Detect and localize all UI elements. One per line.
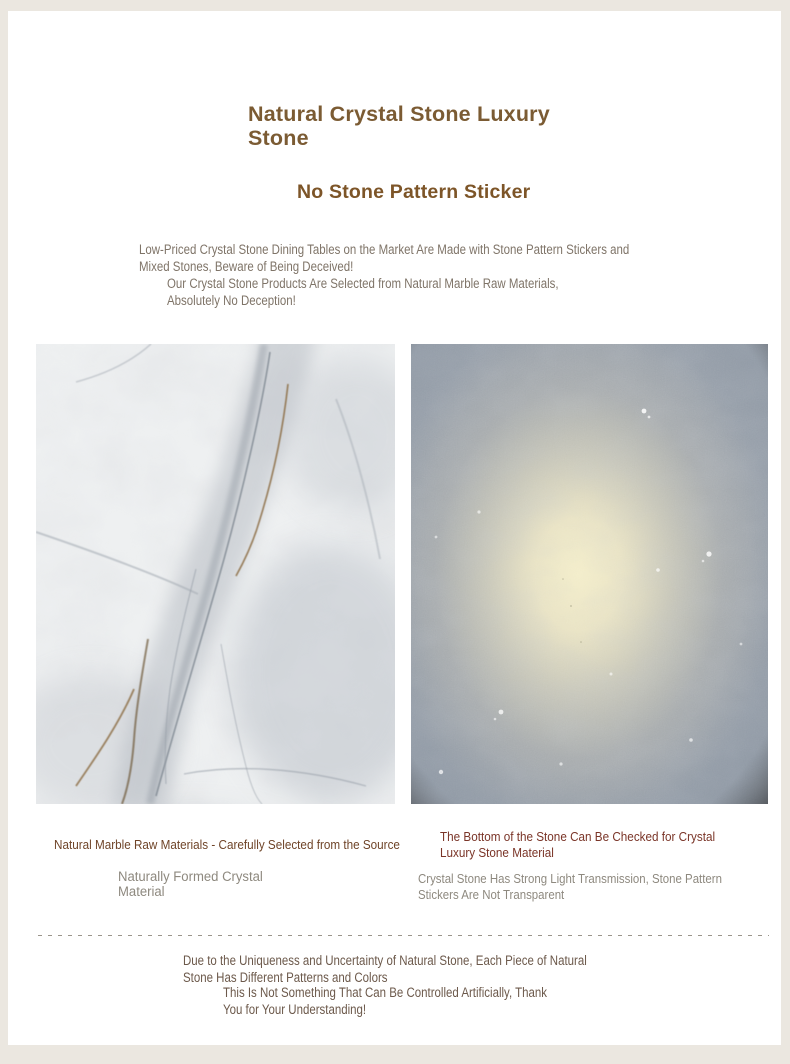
intro-warning-text: Low-Priced Crystal Stone Dining Tables on the Market Are Made with Stone Pattern Stickers and Mixed Stones, Beware of Being Deceived! — [139, 242, 630, 274]
footer-note-uniqueness: Due to the Uniqueness and Uncertainty of Natural Stone, Each Piece of Natural Stone Has Different Patterns and Colors — [183, 953, 587, 985]
page-title-line1: Natural Crystal Stone Luxury — [248, 102, 550, 126]
footer-note-understanding: This Is Not Something That Can Be Controlled Artificially, Thank You for Your Understanding! — [223, 985, 548, 1017]
intro-promise-text: Our Crystal Stone Products Are Selected from Natural Marble Raw Materials, Absolutely No Deception! — [167, 276, 559, 308]
dashed-divider — [38, 935, 769, 936]
backlit-stone-photo — [411, 344, 768, 804]
right-photo-caption: The Bottom of the Stone Can Be Checked for Crystal Luxury Stone Material — [440, 829, 716, 860]
left-photo-subcaption: Naturally Formed Crystal Material — [118, 869, 263, 899]
content-card — [8, 11, 781, 1045]
left-photo-caption: Natural Marble Raw Materials - Carefully Selected from the Source — [54, 837, 400, 852]
page-subtitle: No Stone Pattern Sticker — [297, 181, 531, 203]
backlit-stone-graphic — [411, 344, 768, 804]
right-photo-subcaption: Crystal Stone Has Strong Light Transmission, Stone Pattern Stickers Are Not Transparent — [418, 871, 722, 902]
page-title — [248, 102, 578, 150]
marble-slab-photo — [36, 344, 395, 804]
page-title-line2: Stone — [248, 126, 309, 150]
marble-texture-graphic — [36, 344, 395, 804]
